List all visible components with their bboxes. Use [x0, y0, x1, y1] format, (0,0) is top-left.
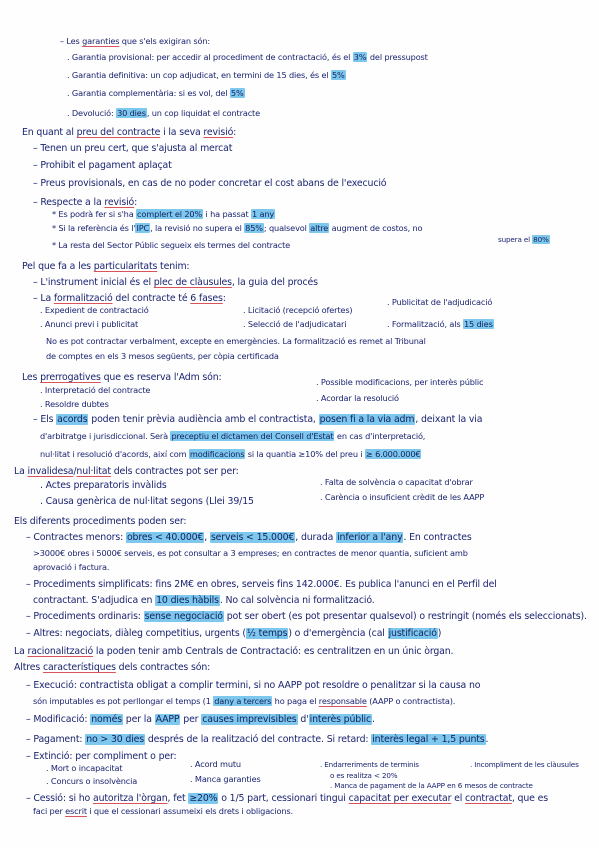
note-line	[22, 261, 189, 272]
note-line	[33, 548, 468, 559]
note-text: . Possible modificacions, per interès públic	[316, 377, 484, 387]
highlighted-text: ≥20%	[189, 793, 218, 804]
note-line	[33, 562, 109, 573]
note-line	[320, 759, 419, 770]
note-text: – Execució: contractista obligat a complir termini, si no AAPP pot resoldre o penalitzar si la causa no	[26, 680, 481, 691]
note-line	[498, 234, 550, 245]
underlined-term: autoritza l'òrgan	[92, 793, 168, 804]
note-text: . Manca de pagament de la AAPP en 6 mesos de contracte	[330, 781, 533, 790]
note-text: dels contractes són:	[115, 662, 211, 673]
note-text: En quant al	[22, 127, 77, 138]
highlighted-text: 1 any	[252, 209, 275, 219]
note-text: supera el	[498, 235, 533, 244]
note-line	[26, 611, 587, 622]
note-text: nul·litat i resolució d'acords, així com	[40, 449, 189, 459]
note-text: – Procediments ordinaris:	[26, 611, 144, 622]
note-line	[190, 759, 241, 770]
note-text: :	[222, 293, 226, 304]
note-text: No es pot contractar verbalment, excepte en emergències. La formalització es remet al Tribunal	[46, 336, 426, 346]
note-text: que s'els exigiran són:	[119, 36, 210, 46]
note-line	[33, 160, 172, 171]
note-text: . Selecció de l'adjudicatari	[243, 319, 347, 329]
note-text: , la guia del procés	[231, 277, 318, 288]
note-text: , la revisió no supera el	[150, 223, 245, 233]
note-text: ho paga el	[272, 696, 319, 706]
underlined-term: contractat	[465, 793, 512, 804]
highlighted-text: IPC	[136, 223, 150, 233]
note-line	[320, 477, 473, 488]
note-line	[243, 305, 352, 316]
note-text: faci per	[33, 806, 66, 816]
note-line	[67, 70, 346, 81]
highlighted-text: sense negociació	[144, 611, 223, 622]
underlined-term: escrit	[65, 806, 87, 816]
note-text: de comptes en els 3 mesos següents, per còpia certificada	[46, 351, 279, 361]
note-text: – Les	[60, 36, 83, 46]
note-text: . Causa genèrica de nul·litat segons (Llei 39/15	[40, 496, 254, 507]
underlined-term: prerrogatives	[40, 372, 101, 383]
note-text: . Garantia provisional: per accedir al procediment de contractació, és el	[67, 52, 353, 62]
highlighted-text: 3%	[353, 52, 367, 62]
highlighted-text: ≥ 6.000.000€	[365, 449, 421, 459]
note-line	[33, 143, 232, 154]
note-line	[14, 646, 453, 657]
note-text: * La resta del Sector Públic segueix els termes del contracte	[52, 240, 291, 250]
note-text: d'arbitratge i jurisdiccional. Serà	[40, 431, 171, 441]
note-line	[26, 793, 548, 804]
note-text: en cas d'interpretació,	[334, 431, 426, 441]
note-line	[40, 480, 167, 491]
note-text: poden tenir prèvia audiència amb el contractista,	[88, 414, 319, 425]
note-text: La	[14, 466, 28, 477]
note-text: >3000€ obres i 5000€ serveis, es pot consultar a 3 empreses; en contractes de menor quantia, suficient amb	[33, 548, 468, 558]
note-text: /	[73, 466, 77, 477]
note-line	[40, 399, 109, 410]
note-line	[33, 178, 386, 189]
note-line	[67, 88, 245, 99]
underlined-term: responsable	[318, 696, 367, 706]
note-text: , que es	[511, 793, 548, 804]
note-line	[22, 372, 222, 383]
note-line	[40, 431, 425, 442]
note-line	[33, 197, 137, 208]
note-line	[40, 496, 254, 507]
note-line	[14, 516, 186, 527]
note-line	[330, 780, 533, 791]
highlighted-text: obres < 40.000€	[126, 532, 204, 543]
note-text: – L'instrument inicial és el	[33, 277, 154, 288]
note-text: . Endarreriments de terminis	[320, 760, 419, 769]
highlighted-text: dany a tercers	[214, 696, 272, 706]
note-text: . Devolució:	[67, 108, 117, 118]
note-text: . Formalització, als	[387, 319, 463, 329]
underlined-term: invalidesa	[27, 466, 74, 477]
underlined-term: preu del contracte	[76, 127, 161, 138]
note-text: . Publicitat de l'adjudicació	[387, 297, 493, 307]
note-text: , fet	[167, 793, 189, 804]
underlined-term: revisió	[203, 127, 234, 138]
note-line	[40, 385, 150, 396]
note-text: . Manca garanties	[190, 774, 261, 784]
note-text: (AAPP o contractista).	[366, 696, 456, 706]
highlighted-text: causes imprevisibles	[202, 714, 297, 725]
note-line	[67, 52, 428, 63]
note-text: ) o d'emergència (cal	[288, 628, 388, 639]
note-text: ,	[204, 532, 210, 543]
underlined-term: formalització	[53, 293, 113, 304]
note-text: – Tenen un preu cert, que s'ajusta al mercat	[33, 143, 233, 154]
note-text: – Els	[33, 414, 57, 425]
note-line	[33, 293, 226, 304]
note-line	[26, 680, 480, 691]
note-text: .	[485, 734, 489, 745]
note-text: :	[233, 127, 237, 138]
highlighted-text: 10 dies hàbils	[156, 595, 219, 606]
highlighted-text: justificació	[388, 628, 437, 639]
underlined-term: capacitat per executar	[348, 793, 452, 804]
highlighted-text: interès públic	[309, 714, 371, 725]
note-line	[26, 751, 177, 762]
note-line	[33, 277, 318, 288]
highlighted-text: 30 dies	[117, 108, 146, 118]
note-text: – Pagament:	[26, 734, 86, 745]
note-text: tenim:	[157, 261, 190, 272]
highlighted-text: 5%	[230, 88, 244, 98]
underlined-term: revisió	[104, 197, 135, 208]
note-line	[40, 319, 138, 330]
note-text: – Procediments simplificats: fins 2M€ en obres, serveis fins 142.000€. Es publica l'anunci en el Perfil del	[26, 579, 497, 590]
note-text: . Licitació (recepció ofertes)	[243, 305, 353, 315]
note-text: * Si la referència és l'	[52, 223, 136, 233]
note-text: . Acordar la resolució	[316, 393, 399, 403]
highlighted-text: 5%	[331, 70, 345, 80]
note-text: que es reserva l'Adm són:	[100, 372, 222, 383]
note-line	[33, 806, 293, 817]
note-line	[52, 209, 275, 220]
highlighted-text: AAPP	[155, 714, 180, 725]
note-text: . Carència o insuficient crèdit de les AAPP	[320, 492, 485, 502]
note-text: Els diferents procediments poden ser:	[14, 516, 187, 527]
highlighted-text: serveis < 15.000€	[210, 532, 295, 543]
note-line	[387, 319, 494, 330]
note-text: La	[14, 646, 28, 657]
note-text: – Respecte a la	[33, 197, 105, 208]
note-line	[46, 351, 279, 362]
note-text: – Preus provisionals, en cas de no poder concretar el cost abans de l'execució	[33, 178, 387, 189]
note-line	[26, 532, 472, 543]
note-text: contractant. S'adjudica en	[33, 595, 156, 606]
note-text: – La	[33, 293, 54, 304]
highlighted-text: ½ temps	[246, 628, 288, 639]
note-text: el	[451, 793, 466, 804]
note-text: Altres	[14, 662, 43, 673]
highlighted-text: altre	[310, 223, 329, 233]
note-line	[14, 662, 210, 673]
underlined-term: garanties	[82, 36, 120, 46]
note-text: i que el cessionari assumeixi els drets i obligacions.	[86, 806, 293, 816]
underlined-term: plec de clàusules	[153, 277, 232, 288]
note-text: dels contractes pot ser per:	[110, 466, 239, 477]
note-text: , deixant la via	[415, 414, 483, 425]
note-line	[320, 492, 484, 503]
note-text: si la quantia ≥10% del preu i	[245, 449, 365, 459]
highlighted-text: inferior a l'any	[337, 532, 403, 543]
note-text: – Prohibit el pagament aplaçat	[33, 160, 172, 171]
note-text: per	[180, 714, 202, 725]
note-text: . Garantia complementària: si es vol, del	[67, 88, 230, 98]
note-text: . Anunci previ i publicitat	[40, 319, 139, 329]
note-text: d'	[297, 714, 309, 725]
highlighted-text: interès legal + 1,5 punts	[372, 734, 485, 745]
note-text: .	[372, 714, 375, 725]
note-line	[26, 714, 375, 725]
note-text: o 1/5 part, cessionari tingui	[218, 793, 349, 804]
highlighted-text: preceptiu el dictamen del Consell d'Estat	[171, 431, 334, 441]
note-text: . Concurs o insolvència	[46, 776, 138, 786]
note-text: – Altres: negociats, diàleg competitius, urgents (	[26, 628, 246, 639]
note-line	[40, 449, 421, 460]
note-line	[33, 414, 482, 425]
note-text: , durada	[295, 532, 337, 543]
note-text: * Es podrà fer si s'ha	[52, 209, 137, 219]
note-text: pot ser obert (es pot presentar qualsevol) o restringit (només els seleccionats).	[223, 611, 587, 622]
note-text: del pressupost	[367, 52, 428, 62]
underlined-term: racionalització	[27, 646, 94, 657]
note-text: , un cop liquidat el contracte	[146, 108, 261, 118]
note-text: Pel que fa a les	[22, 261, 94, 272]
note-text: i la seva	[160, 127, 204, 138]
note-line	[26, 734, 488, 745]
note-text: – Modificació:	[26, 714, 91, 725]
note-line	[22, 127, 236, 138]
note-line	[33, 696, 455, 707]
note-text: . Falta de solvència o capacitat d'obrar	[320, 477, 473, 487]
note-text: després de la realització del contracte. Si retard:	[145, 734, 372, 745]
note-line	[33, 595, 375, 606]
note-line	[26, 579, 497, 590]
note-line	[14, 466, 239, 477]
note-text: ; qualsevol	[263, 223, 310, 233]
note-text: . No cal solvència ni formalització.	[219, 595, 375, 606]
note-text: – Cessió: si ho	[26, 793, 93, 804]
note-text: – Extinció: per compliment o per:	[26, 751, 177, 762]
note-text: . Actes preparatoris invàlids	[40, 480, 167, 491]
note-text: :	[134, 197, 138, 208]
note-line	[470, 759, 579, 770]
highlighted-text: 15 dies	[463, 319, 493, 329]
note-line	[316, 377, 483, 388]
note-text: del contracte té	[112, 293, 191, 304]
note-line	[40, 305, 149, 316]
note-text: . Acord mutu	[190, 759, 241, 769]
note-text: . Incompliment de les clàusules	[470, 760, 579, 769]
note-text: la poden tenir amb Centrals de Contractació: es centralitzen en un únic òrgan.	[93, 646, 454, 657]
note-line	[46, 763, 122, 774]
highlighted-text: 80%	[533, 235, 549, 244]
note-text: . Resoldre dubtes	[40, 399, 109, 409]
highlighted-text: acords	[57, 414, 88, 425]
note-line	[26, 628, 441, 639]
note-text: i ha passat	[203, 209, 252, 219]
note-text: . Garantia definitiva: un cop adjudicat, en termini de 15 dies, és el	[67, 70, 331, 80]
note-line	[316, 393, 399, 404]
note-line	[46, 336, 426, 347]
underlined-term: nul·litat	[76, 466, 111, 477]
note-line	[67, 108, 260, 119]
underlined-term: 6 fases	[190, 293, 223, 304]
highlighted-text: complert el 20%	[137, 209, 203, 219]
highlighted-text: 85%	[245, 223, 263, 233]
highlighted-text: modificacions	[189, 449, 245, 459]
note-line	[190, 774, 261, 785]
note-text: . En contractes	[403, 532, 472, 543]
underlined-term: particularitats	[93, 261, 158, 272]
note-line	[60, 36, 210, 47]
note-text: . Interpretació del contracte	[40, 385, 151, 395]
note-text: . Expedient de contractació	[40, 305, 149, 315]
note-text: per la	[122, 714, 155, 725]
note-line	[46, 776, 137, 787]
note-text: aprovació i factura.	[33, 562, 110, 572]
note-line	[243, 319, 346, 330]
note-text: són imputables es pot perllongar el temps (1	[33, 696, 214, 706]
note-text: o es realitza < 20%	[330, 771, 398, 780]
note-line	[52, 223, 422, 234]
highlighted-text: només	[91, 714, 122, 725]
underlined-term: característiques	[42, 662, 116, 673]
note-text: )	[437, 628, 442, 639]
note-text: – Contractes menors:	[26, 532, 126, 543]
note-line	[387, 297, 492, 308]
note-text: augment de costos, no	[329, 223, 423, 233]
note-text: . Mort o incapacitat	[46, 763, 123, 773]
note-line	[52, 240, 290, 251]
highlighted-text: posen fi a la via adm	[319, 414, 415, 425]
highlighted-text: no > 30 dies	[86, 734, 145, 745]
note-text: Les	[22, 372, 41, 383]
